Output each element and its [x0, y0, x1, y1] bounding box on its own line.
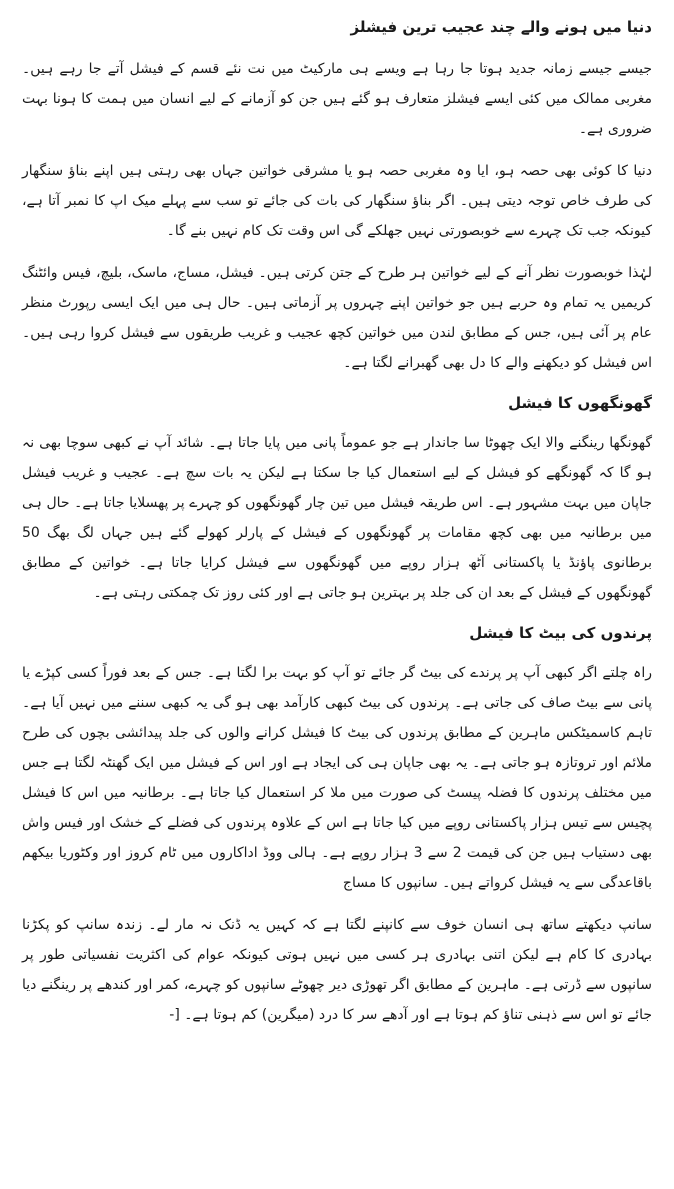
- intro-paragraph-3: لہٰذا خوبصورت نظر آنے کے لیے خواتین ہر طرح کے جتن کرتی ہیں۔ فیشل، مساج، ماسک، بلیچ، فیس وائٹنگ کریمیں یہ تمام وہ حربے ہیں جو خواتین اپنے چہروں پر آزماتی ہیں۔ حال ہی میں ایک ایسی رپورٹ منظر عام پر آئی ہیں، جس کے مطابق لندن میں خواتین کچھ عجیب و غریب طریقوں سے فیشل کروا رہی ہیں۔ اس فیشل کو دیکھنے والے کا دل بھی گھبرانے لگتا ہے۔: [22, 265, 652, 371]
- article-title: دنیا میں ہونے والے چند عجیب ترین فیشلز: [350, 18, 652, 36]
- bird-droppings-paragraph: راہ چلتے اگر کبھی آپ پر پرندے کی بیٹ گر جائے تو آپ کو بہت برا لگتا ہے۔ جس کے بعد فوراً کسی کپڑے یا پانی سے بیٹ صاف کی جاتی ہے۔ پرندوں کی بیٹ کبھی کارآمد بھی ہو گی یہ کبھی سننے میں نہیں آیا ہے۔ تاہم کاسمیٹکس ماہرین کے مطابق پرندوں کی بیٹ کا فیشل کرانے والوں کی جلد پیدائشی بچوں کی طرح ملائم اور تروتازہ ہو جاتی ہے۔ یہ بھی جاپان ہی کی ایجاد ہے اور اس کے فیشل میں ایک گھنٹہ لگتا ہے جس میں مختلف پرندوں کا فضلہ پیسٹ کی صورت میں ملا کر استعمال کیا جاتا ہے۔ برطانیہ میں اس کا فیشل پچیس سے تیس ہزار پاکستانی روپے میں کیا جاتا ہے اس کے علاوہ پرندوں کی فضلے کے خشک اور فیس واش بھی دستیاب ہیں جن کی قیمت 2 سے 3 ہزار روپے ہے۔ ہالی ووڈ اداکاروں میں ٹام کروز اور وکٹوریا بیکھم باقاعدگی سے یہ فیشل کرواتے ہیں۔ سانپوں کا مساج: [22, 665, 652, 891]
- section-heading-bird-droppings-facial: پرندوں کی بیٹ کا فیشل: [469, 624, 652, 642]
- intro-paragraph-2: دنیا کا کوئی بھی حصہ ہو، ایا وہ مغربی حصہ ہو یا مشرقی خواتین جہاں بھی رہتی ہیں اپنے بناؤ سنگھار کی طرف خاص توجہ دیتی ہیں۔ اگر بناؤ سنگھار کی بات کی جائے تو سب سے پہلے میک اپ کا نمبر آتا ہے، کیونکہ جب تک چہرے سے خوبصورتی نہیں جھلکے گی اس وقت تک کام نہیں بنے گا۔: [22, 163, 652, 239]
- snail-facial-paragraph: گھونگھا رینگنے والا ایک چھوٹا سا جاندار ہے جو عموماً پانی میں پایا جاتا ہے۔ شائد آپ نے کبھی سوچا بھی نہ ہو گا کہ گھونگھے کو فیشل کے لیے استعمال کیا جا سکتا ہے لیکن یہ بات سچ ہے۔ عجیب و غریب فیشل جاپان میں بہت مشہور ہے۔ اس طریقہ فیشل میں تین چار گھونگھوں کو چہرے پر پھسلایا جاتا ہے۔ حال ہی میں برطانیہ میں بھی کچھ مقامات پر گھونگھوں کے فیشل کے پارلر کھولے گئے ہیں جہاں لگ بھگ 50 برطانوی پاؤنڈ یا پاکستانی آٹھ ہزار روپے میں گھونگھوں سے فیشل کرایا جاتا ہے۔ خواتین کے مطابق گھونگھوں کے فیشل کے بعد ان کی جلد پر بہترین ہو جاتی ہے اور کئی روز تک چمکتی رہتی ہے۔: [22, 435, 652, 601]
- section-heading-snail-facial: گھونگھوں کا فیشل: [508, 394, 652, 412]
- snake-massage-paragraph: سانپ دیکھتے ساتھ ہی انسان خوف سے کانپنے لگتا ہے کہ کہیں یہ ڈنک نہ مار لے۔ زندہ سانپ کو پکڑنا بہادری کا کام ہے لیکن اتنی بہادری ہر کسی میں نہیں ہوتی کیونکہ عوام کی اکثریت نفسیاتی طور پر سانپوں سے ڈرتی ہے۔ ماہرین کے مطابق اگر تھوڑی دیر چھوٹے سانپوں کو چہرے، کمر اور کندھے پر رینگنے دیا جائے تو اس سے ذہنی تناؤ کم ہوتا ہے اور آدھے سر کا درد (میگرین) کم ہوتا ہے۔ [-: [22, 917, 652, 1023]
- intro-paragraph-1: جیسے جیسے زمانہ جدید ہوتا جا رہا ہے ویسے ہی مارکیٹ میں نت نئے قسم کے فیشل آتے جا رہے ہیں۔ مغربی ممالک میں کئی ایسے فیشلز متعارف ہو گئے ہیں جن کو آزمانے کے لیے انسان میں ہمت کا ہونا بہت ضروری ہے۔: [22, 61, 652, 137]
